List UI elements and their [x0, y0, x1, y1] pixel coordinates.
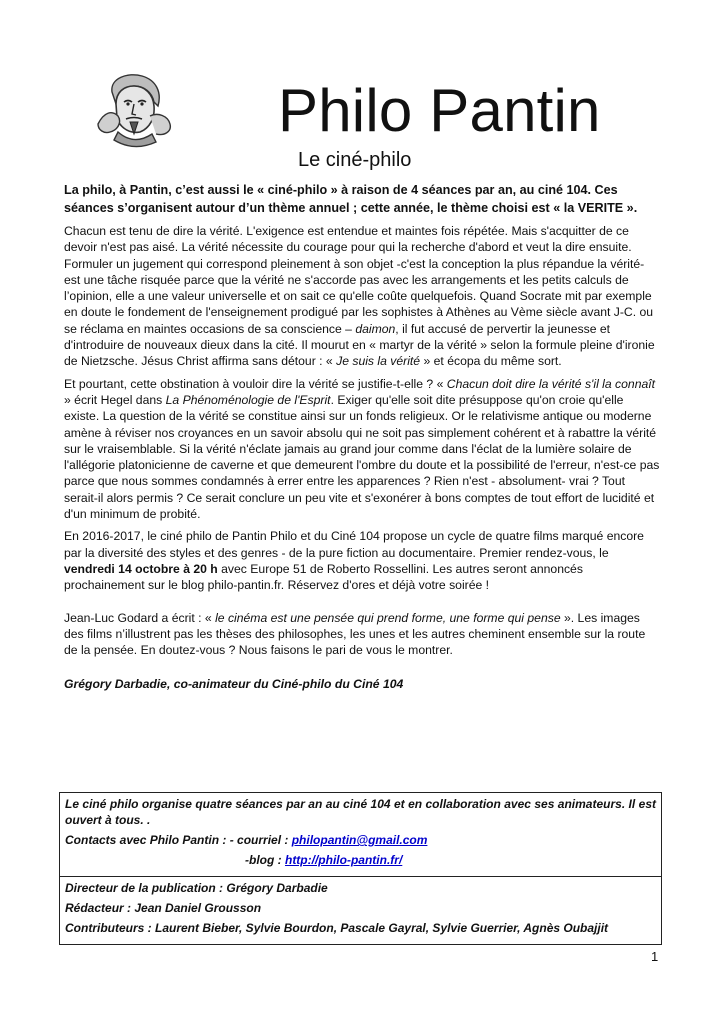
contributors-line: Contributeurs : Laurent Bieber, Sylvie Bourdon, Pascale Gayral, Sylvie Guerrier, Agnès Oubajjit — [65, 921, 609, 935]
text-segment: avec Europe 51 de Roberto Rossellini. Les autres seront annoncés prochainement sur le blog philo-pantin.fr. Réservez d'ores et déjà votre soirée ! — [64, 561, 583, 593]
paragraph-relativism — [64, 376, 660, 523]
blog-label: -blog : — [245, 853, 285, 867]
info-box — [59, 792, 662, 945]
text-segment: Jean-Luc Godard a écrit : « — [64, 610, 216, 625]
bold-segment: vendredi 14 octobre à 20 h — [64, 561, 218, 576]
info-box-contacts — [60, 793, 661, 876]
italic-segment: daimon — [355, 321, 396, 336]
contacts-line — [65, 832, 656, 848]
editor-line: Rédacteur : Jean Daniel Grousson — [65, 901, 262, 915]
main-content — [64, 181, 660, 699]
italic-segment: Je suis la vérité — [336, 354, 421, 369]
blog-line — [65, 852, 656, 868]
page-subtitle: Le ciné-philo — [298, 149, 412, 171]
shakespeare-logo — [88, 72, 180, 148]
italic-segment: Chacun doit dire la vérité s'il la connaît — [446, 376, 656, 391]
text-segment: Et pourtant, cette obstination à vouloir dire la vérité se justifie-t-elle ? « — [64, 376, 447, 391]
blog-link[interactable]: http://philo-pantin.fr/ — [284, 853, 403, 867]
text-segment: ». Les images des films n’illustrent pas les thèses des philosophes, les unes et les autres cheminent ensemble sur la route de la pensée. En doutez-vous ? Nous faisons le pari de vous le montrer. — [64, 610, 646, 658]
page-number: 1 — [651, 949, 659, 964]
text-segment: . Exiger qu'elle soit dite présuppose qu'on croie qu'elle existe. La question de la vérité se constitue ainsi sur un fonds religieux. Or le relativisme antique ou moderne amène à réviser nos croyances en un savoir absolu qui ne soit pas simplement cohérent et à rabattre la vérité sur le vraisemblable. Si la vérité n'éclate jamais au grand jour comme dans l'éclat de la lumière solaire de l'allégorie platonicienne de caverne et que demeurent l'ombre du doute et la possibilité de l'erreur, n'est-ce pas parce que nous sommes condamnés à errer entre les apparences ? Rien n'est - absolument- vrai ? Tout serait-il alors permis ? Ce serait conclure un peu vite et s'exonérer à bons comptes de tout effort de lucidité et d'un minimum de probité. — [64, 392, 660, 522]
email-link[interactable]: philopantin@gmail.com — [291, 833, 428, 847]
text-segment: , il fut accusé de pervertir la jeunesse et d'introduire de nouveaux dieux dans la cité. Il mourut en « martyr de la vérité » selon la formule pleine d'ironie de Nietzsche. Jésus Christ affirma sans détour : « — [64, 321, 655, 369]
text-segment: » et écopa du même sort. — [420, 354, 562, 369]
text-segment: » écrit Hegel dans — [64, 392, 166, 407]
intro-paragraph: La philo, à Pantin, c’est aussi le « ciné-philo » à raison de 4 séances par an, au ciné 104. Ces séances s’organisent autour d’un thème annuel ; cette année, le thème choisi est « la VERITE ». — [64, 183, 638, 215]
info-box-credits — [60, 876, 661, 944]
page-title: Philo Pantin — [278, 77, 601, 144]
contacts-label: Contacts avec Philo Pantin : - courriel : — [65, 833, 292, 847]
paragraph-truth-duty — [64, 223, 660, 370]
italic-segment: La Phénoménologie de l'Esprit — [165, 392, 331, 407]
info-description: Le ciné philo organise quatre séances par an au ciné 104 et en collaboration avec ses animateurs. Il est ouvert à tous. . — [65, 797, 656, 827]
text-segment: Chacun est tenu de dire la vérité. L'exigence est entendue et maintes fois répétée. Mais s'acquitter de ce devoir n'est pas aisé. La vérité nécessite du courage pour qui la recherche d'abord et veut la dire ensuite. Formuler un jugement qui correspond pleinement à son objet -c'est la conception la plus répandue la vérité- est une tâche risquée parce que la vérité ne s'accorde pas avec les arrangements et les petits calculs de l’opinion, elle a une valeur universelle et on sait ce qu'elle coûte quelquefois. Quand Socrate mit par exemple en doute le fondement de l'enseignement prodigué par les sophistes à Athènes au Vème siècle avant J-C. ou se réclama en maintes occasions de sa conscience – — [64, 224, 654, 336]
text-segment: En 2016-2017, le ciné philo de Pantin Philo et du Ciné 104 propose un cycle de quatre films marqué encore par la diversité des styles et des genres - de la pure fiction au documentaire. Premier rendez-vous, le — [64, 529, 644, 560]
italic-segment: le cinéma est une pensée qui prend forme, une forme qui pense — [215, 610, 561, 625]
paragraph-godard — [64, 610, 660, 659]
paragraph-program — [64, 528, 660, 593]
signature: Grégory Darbadie, co-animateur du Ciné-philo du Ciné 104 — [64, 677, 404, 692]
director-line: Directeur de la publication : Grégory Darbadie — [65, 881, 328, 895]
